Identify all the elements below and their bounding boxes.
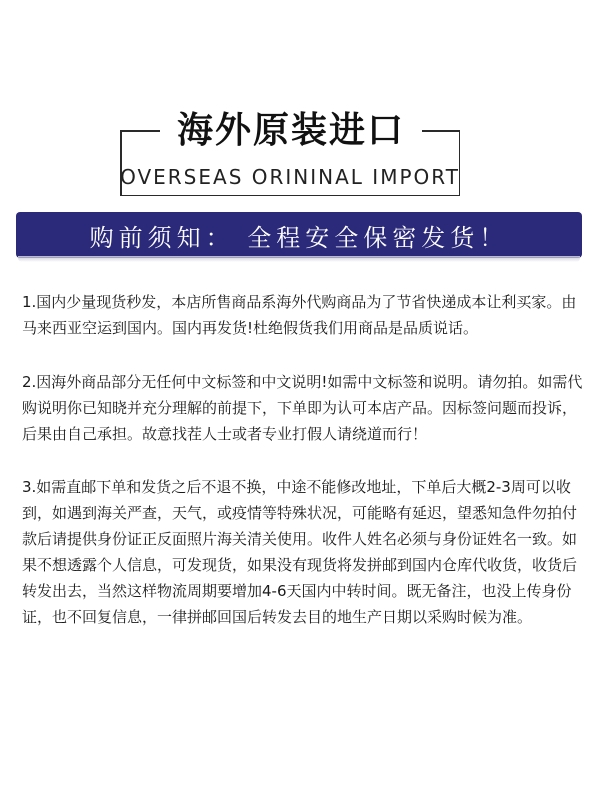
notice-paragraph-3: 3.如需直邮下单和发货之后不退不换，中途不能修改地址，下单后大概2-3周可以收到，如遇到海关严查，天气，或疫情等特殊状况，可能略有延迟，望悉知急件勿拍付款后请提供身份证正反面照片海关清关使用。收件人姓名必须与身份证姓名一致。如果不想透露个人信息，可发现货，如果没有现货将发拼邮到国内仓库代收货，收货后转发出去，当然这样物流周期要增加4-6天国内中转时间。既无备注，也没上传身份证，也不回复信息，一律拼邮回国后转发去目的地生产日期以采购时候为准。 [22,478,578,626]
notice-banner-shadow [18,256,580,262]
frame-line [416,130,460,132]
notice-banner [16,212,582,258]
notice-paragraph-1: 1.国内少量现货秒发，本店所售商品系海外代购商品为了节省快递成本让利买家。由马来西亚空运到国内。国内再发货!杜绝假货我们用商品是品质说话。 [22,293,577,337]
notice-banner-text: 购前须知： 全程安全保密发货！ [89,223,509,252]
page-subtitle: OVERSEAS ORININAL IMPORT [120,165,460,189]
frame-line [120,195,460,197]
page-title: 海外原装进口 [160,111,422,151]
frame-line [120,130,164,132]
notice-paragraph-2: 2.因海外商品部分无任何中文标签和中文说明!如需中文标签和说明。请勿拍。如需代购说明你已知晓并充分理解的前提下，下单即为认可本店产品。因标签问题而投诉，后果由自己承担。故意找茬人士或者专业打假人请绕道而行！ [22,373,583,443]
